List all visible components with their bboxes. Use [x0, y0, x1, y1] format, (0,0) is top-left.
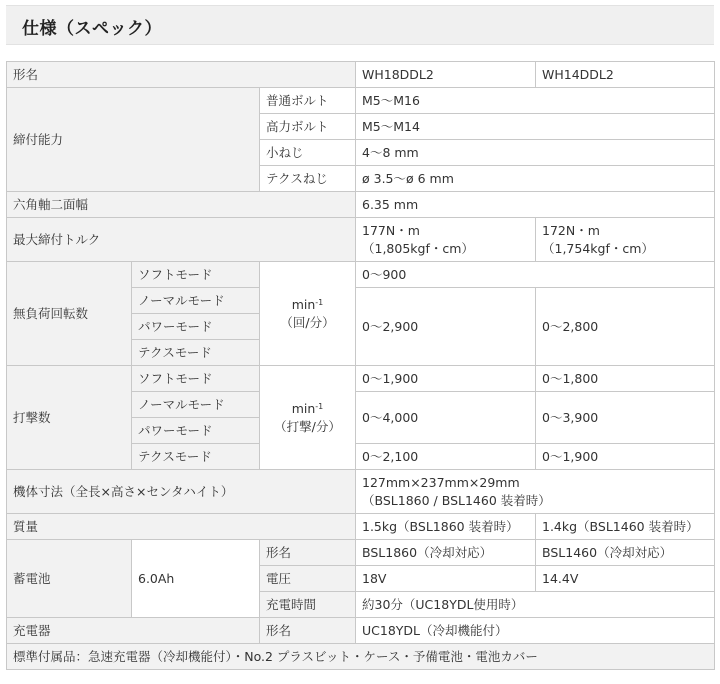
impact-soft-b: 0～1,800 — [536, 366, 715, 392]
speed-unit — [260, 262, 356, 366]
capacity-value: 4～8 mm — [356, 140, 715, 166]
charger-value: UC18YDL（冷却機能付） — [356, 618, 715, 644]
weight-b: 1.4kg（BSL1460 装着時） — [536, 514, 715, 540]
page-header — [6, 5, 714, 45]
capacity-label: 締付能力 — [7, 88, 260, 192]
battery-model-b: BSL1460（冷却対応） — [536, 540, 715, 566]
impact-tex-a: 0～2,100 — [356, 444, 536, 470]
table-row — [7, 514, 715, 540]
impact-tex-b: 0～1,900 — [536, 444, 715, 470]
table-row — [7, 262, 715, 288]
speed-unit-desc: （回/分） — [280, 314, 335, 330]
impact-unit-main: min — [291, 400, 316, 416]
weight-label: 質量 — [7, 514, 356, 540]
speed-label: 無負荷回転数 — [7, 262, 132, 366]
table-row — [7, 88, 715, 114]
table-row — [7, 62, 715, 88]
torque-b-value: 172N・m — [542, 222, 600, 238]
battery-model-a: BSL1860（冷却対応） — [356, 540, 536, 566]
table-row — [7, 470, 715, 514]
torque-a — [356, 218, 536, 262]
capacity-value: M5～M16 — [356, 88, 715, 114]
battery-charge-value: 約30分（UC18YDL使用時） — [356, 592, 715, 618]
model-label: 形名 — [7, 62, 356, 88]
hex-value: 6.35 mm — [356, 192, 715, 218]
charger-model-label: 形名 — [260, 618, 356, 644]
table-row — [7, 192, 715, 218]
impact-unit — [260, 366, 356, 470]
torque-label: 最大締付トルク — [7, 218, 356, 262]
battery-voltage-a: 18V — [356, 566, 536, 592]
battery-voltage-label: 電圧 — [260, 566, 356, 592]
torque-b-kgf: （1,754kgf・cm） — [542, 240, 654, 256]
speed-mode: ノーマルモード — [132, 288, 260, 314]
impact-soft-a: 0～1,900 — [356, 366, 536, 392]
accessories: 標準付属品：急速充電器（冷却機能付）・No.2 プラスビット・ケース・予備電池・電池カバー — [7, 644, 715, 670]
torque-a-kgf: （1,805kgf・cm） — [362, 240, 474, 256]
speed-b: 0～2,800 — [536, 288, 715, 366]
weight-a: 1.5kg（BSL1860 装着時） — [356, 514, 536, 540]
torque-b — [536, 218, 715, 262]
table-row — [7, 618, 715, 644]
speed-mode: パワーモード — [132, 314, 260, 340]
speed-unit-main: min — [291, 296, 316, 312]
impact-mode: ソフトモード — [132, 366, 260, 392]
impact-mode: パワーモード — [132, 418, 260, 444]
dimensions-value — [356, 470, 715, 514]
speed-soft: 0～900 — [356, 262, 715, 288]
dimensions-note: （BSL1860 / BSL1460 装着時） — [362, 492, 551, 508]
page-title: 仕様（スペック） — [22, 19, 162, 39]
model-b: WH14DDL2 — [536, 62, 715, 88]
impact-mid-a: 0～4,000 — [356, 392, 536, 444]
battery-capacity: 6.0Ah — [132, 540, 260, 618]
capacity-sub: 高力ボルト — [260, 114, 356, 140]
hex-label: 六角軸二面幅 — [7, 192, 356, 218]
table-row — [7, 644, 715, 670]
capacity-sub: テクスねじ — [260, 166, 356, 192]
impact-unit-desc: （打撃/分） — [274, 418, 341, 434]
speed-a: 0～2,900 — [356, 288, 536, 366]
impact-mode: ノーマルモード — [132, 392, 260, 418]
speed-unit-sup: -1 — [315, 297, 324, 307]
model-a: WH18DDL2 — [356, 62, 536, 88]
capacity-value: ø 3.5～ø 6 mm — [356, 166, 715, 192]
battery-charge-label: 充電時間 — [260, 592, 356, 618]
capacity-sub: 普通ボルト — [260, 88, 356, 114]
impact-mode: テクスモード — [132, 444, 260, 470]
table-row — [7, 540, 715, 566]
table-row — [7, 366, 715, 392]
dimensions-size: 127mm×237mm×29mm — [362, 474, 520, 490]
speed-mode: テクスモード — [132, 340, 260, 366]
table-row — [7, 218, 715, 262]
torque-a-value: 177N・m — [362, 222, 420, 238]
battery-model-label: 形名 — [260, 540, 356, 566]
impact-unit-sup: -1 — [315, 401, 324, 411]
charger-label: 充電器 — [7, 618, 260, 644]
spec-table — [6, 61, 715, 670]
battery-voltage-b: 14.4V — [536, 566, 715, 592]
speed-mode: ソフトモード — [132, 262, 260, 288]
capacity-value: M5～M14 — [356, 114, 715, 140]
capacity-sub: 小ねじ — [260, 140, 356, 166]
dimensions-label: 機体寸法（全長×高さ×センタハイト） — [7, 470, 356, 514]
impact-mid-b: 0～3,900 — [536, 392, 715, 444]
battery-label: 蓄電池 — [7, 540, 132, 618]
impact-label: 打撃数 — [7, 366, 132, 470]
